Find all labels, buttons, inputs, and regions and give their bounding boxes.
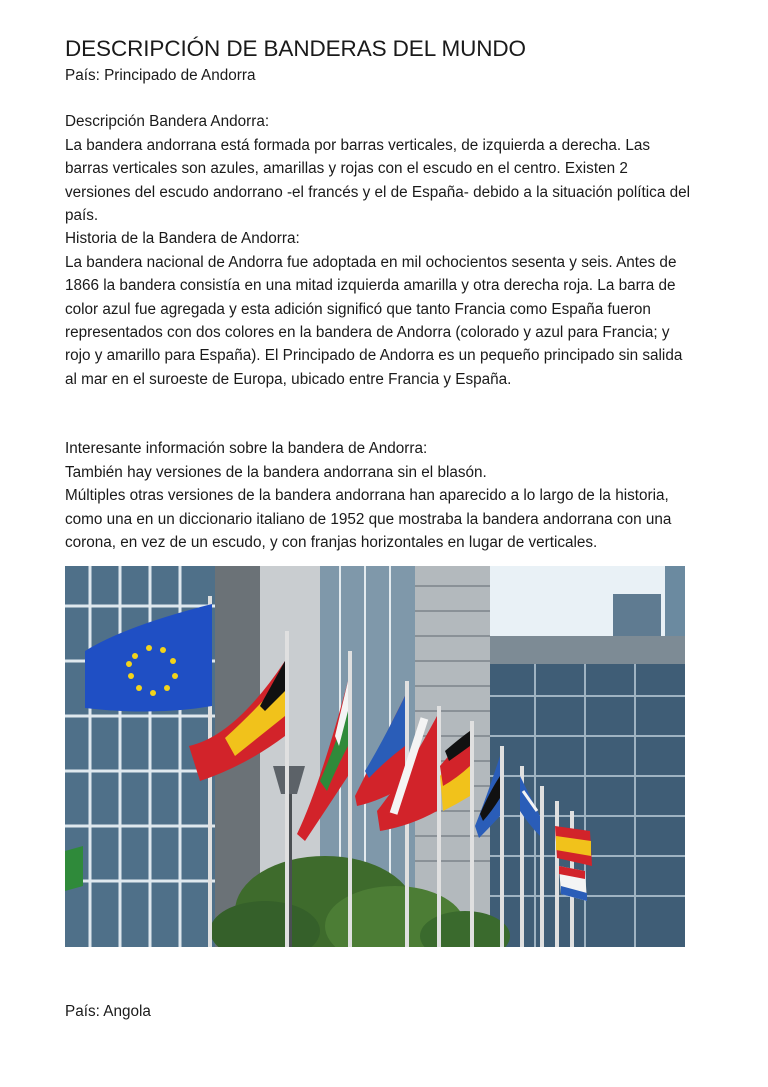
history-line: al mar en el suroeste de Europa, ubicado entre Francia y España. <box>65 370 512 388</box>
history-heading: Historia de la Bandera de Andorra: <box>65 230 300 248</box>
info-heading: Interesante información sobre la bandera de Andorra: <box>65 440 428 458</box>
description-heading: Descripción Bandera Andorra: <box>65 113 270 131</box>
country-line: País: Principado de Andorra <box>65 67 256 84</box>
description-line: La bandera andorrana está formada por barras verticales, de izquierda a derecha. Las <box>65 136 651 154</box>
description-line: país. <box>65 207 99 225</box>
description-line: barras verticales son azules, amarillas y rojas con el escudo en el centro. Existen 2 <box>65 160 628 178</box>
info-line: corona, en vez de un escudo, y con franjas horizontales en lugar de verticales. <box>65 533 598 551</box>
history-line: rojo y amarillo para España). El Principado de Andorra es un pequeño principado sin salida <box>65 347 683 365</box>
description-line: versiones del escudo andorrano -el francés y el de España- debido a la situación política del <box>65 183 691 201</box>
info-line: Múltiples otras versiones de la bandera andorrana han aparecido a lo largo de la historia, <box>65 487 669 505</box>
history-line: 1866 la bandera consistía en una mitad izquierda amarilla y otra derecha roja. La barra de <box>65 277 676 295</box>
history-line: color azul fue agregada y esta adición significó que tanto Francia como España fueron <box>65 300 651 318</box>
info-line: como una en un diccionario italiano de 1952 que mostraba la bandera andorrana con una <box>65 510 672 528</box>
flags-photo <box>65 566 685 947</box>
footer-country-line: País: Angola <box>65 1003 151 1020</box>
document-title: DESCRIPCIÓN DE BANDERAS DEL MUNDO <box>65 36 526 61</box>
history-line: La bandera nacional de Andorra fue adoptada en mil ochocientos sesenta y seis. Antes de <box>65 253 677 271</box>
flags-photo-illustration <box>65 566 685 947</box>
history-line: representados con dos colores en la bandera de Andorra (colorado y azul para Francia; y <box>65 324 670 342</box>
info-line: También hay versiones de la bandera andorrana sin el blasón. <box>65 463 487 481</box>
document-page <box>65 34 705 554</box>
